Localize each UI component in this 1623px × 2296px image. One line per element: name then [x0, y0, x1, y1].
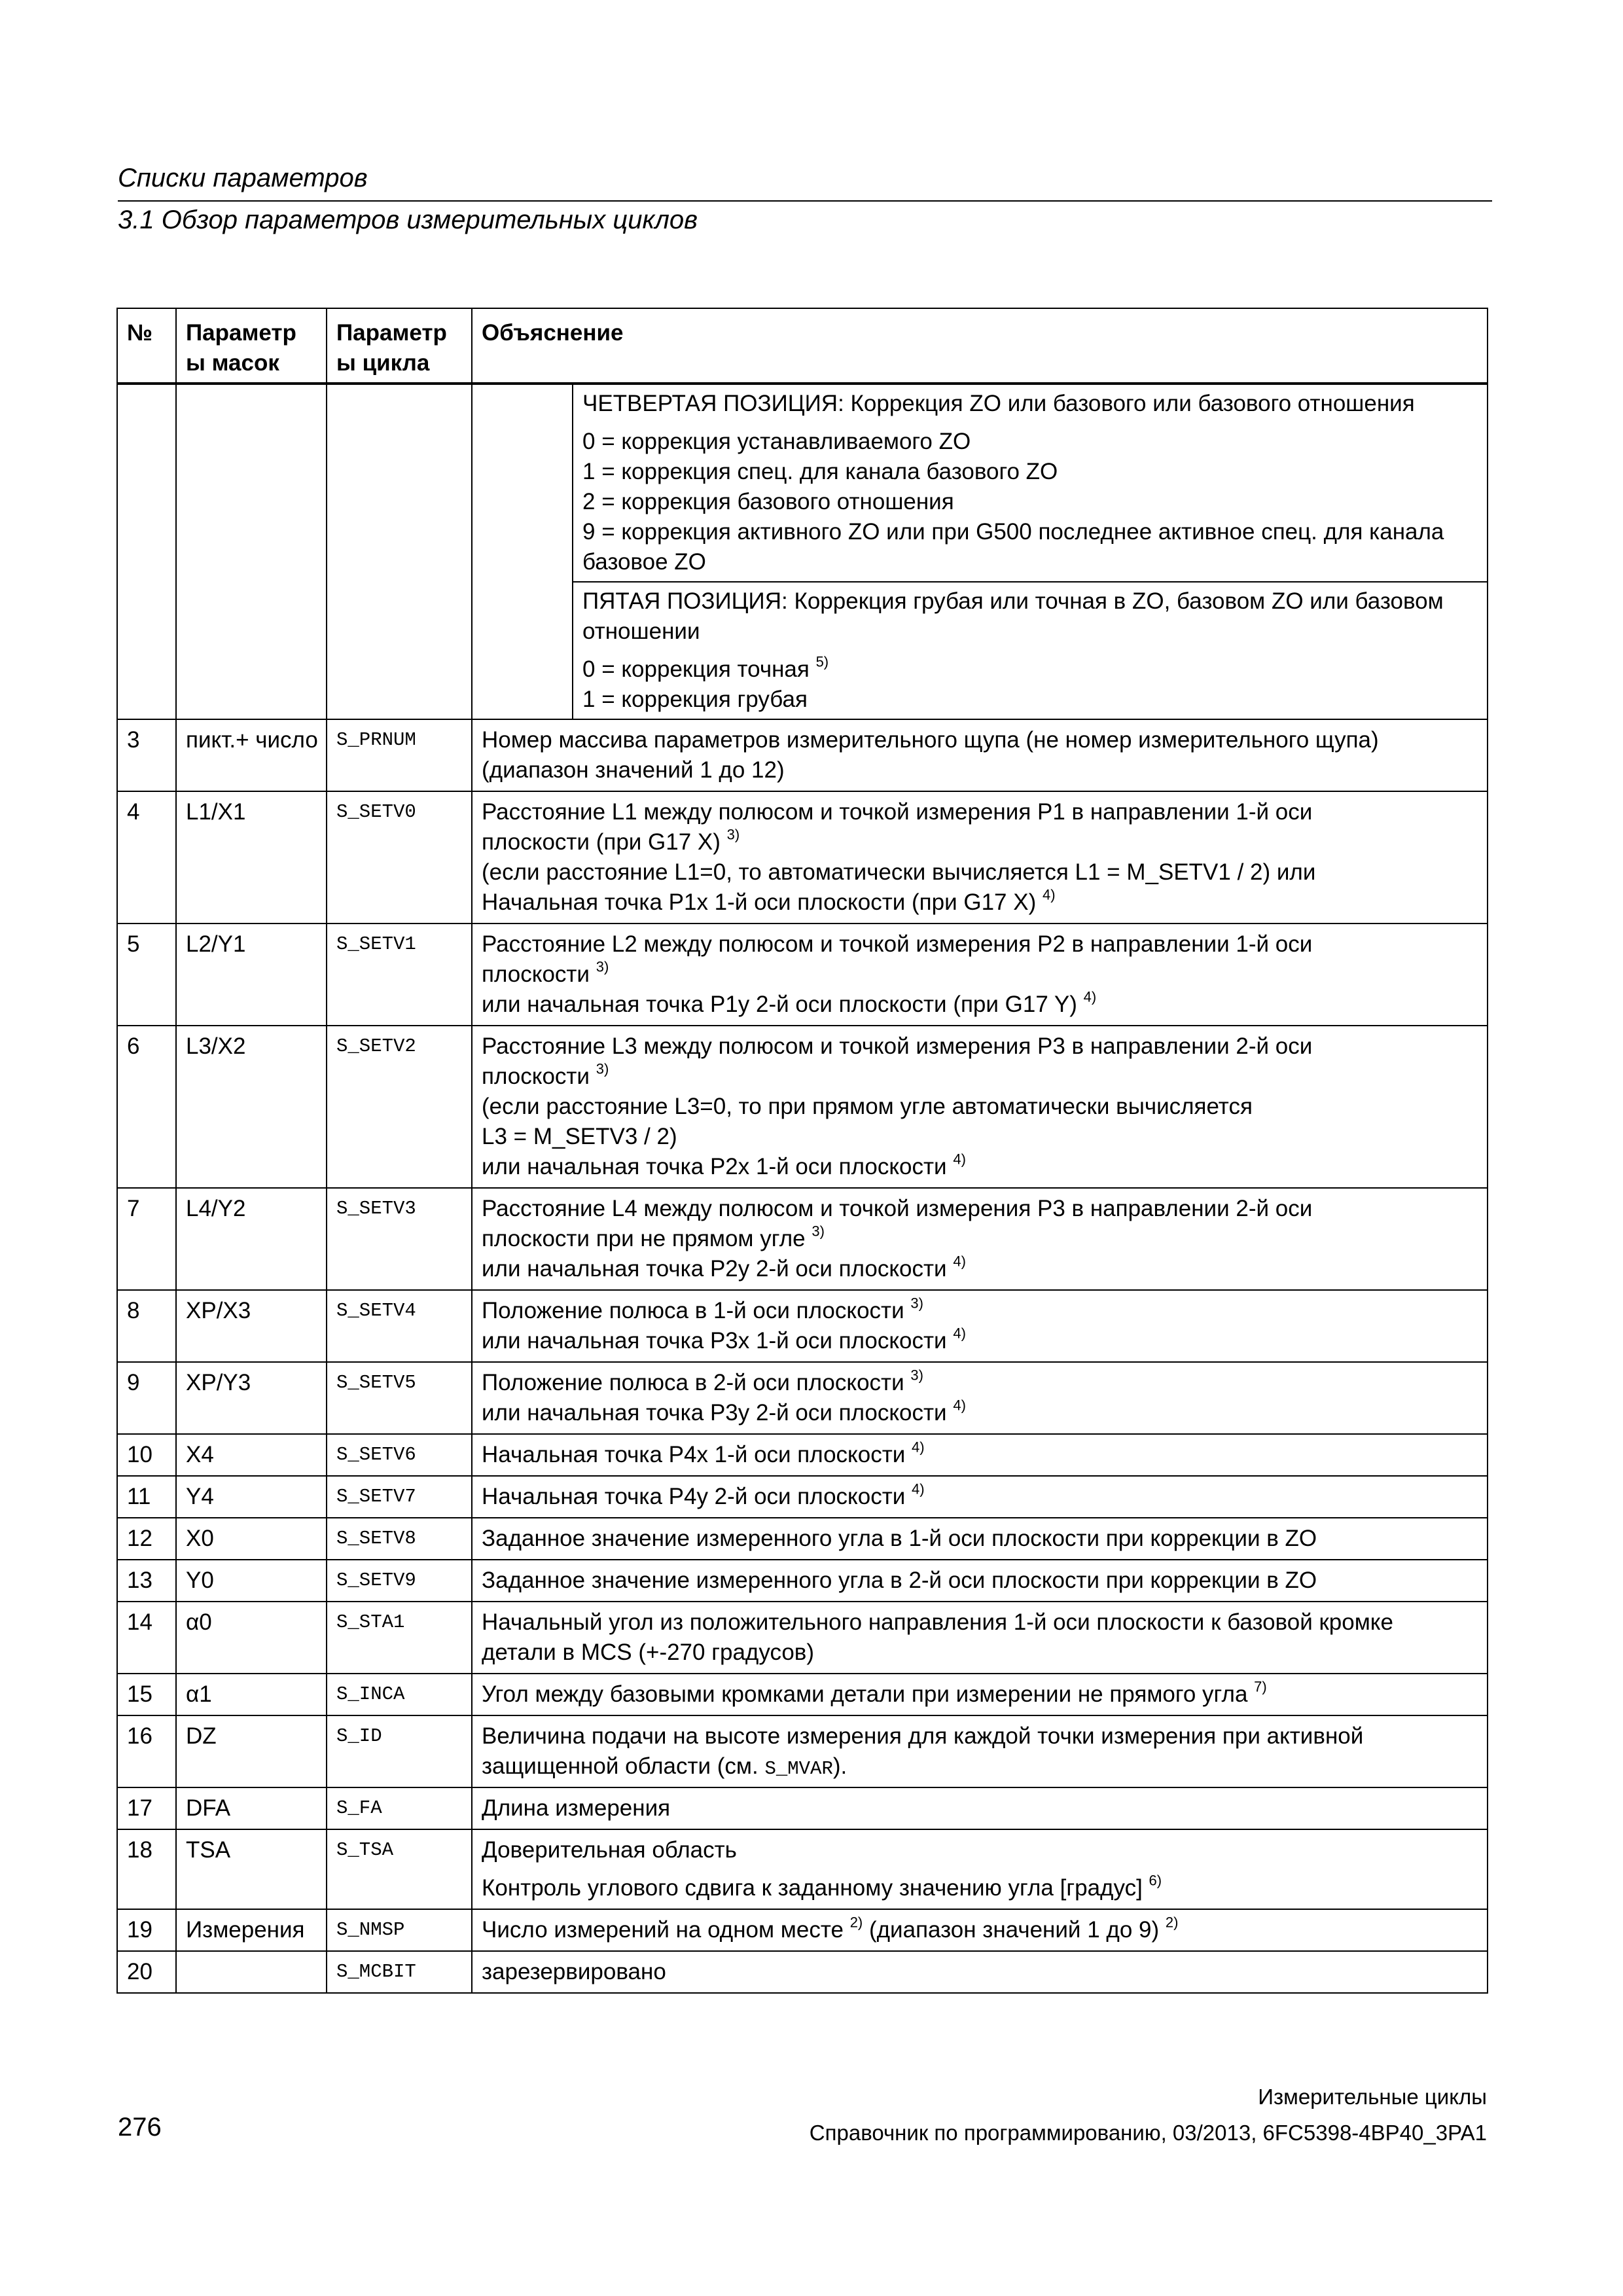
table-row [117, 1476, 1488, 1518]
explanation-line: зарезервировано [482, 1959, 666, 1984]
explanation-line: Число измерений на одном месте $^{2)}$ (диапазон значений 1 до 9) $^{2)}$ [482, 1914, 1179, 1943]
cell-mask: α0 [176, 1602, 327, 1674]
table-row [117, 1434, 1488, 1476]
cell-no: 11 [117, 1476, 176, 1518]
footnote-ref: 4) [953, 1397, 966, 1414]
table-header-row [117, 308, 1488, 384]
explanation-line: или начальная точка P2x 1-й оси плоскости $^{4)}$ [482, 1151, 966, 1179]
footnote-ref: 2) [849, 1914, 863, 1931]
cell-explanation [472, 1951, 1488, 1993]
cell-explanation [472, 1434, 1488, 1476]
footnote-ref: 4) [1042, 886, 1056, 903]
cell-mask: DZ [176, 1715, 327, 1787]
explanation-line: Заданное значение измеренного угла в 1-й оси плоскости при коррекции в ZO [482, 1526, 1317, 1551]
cell-explanation [472, 1787, 1488, 1829]
cell-mask [176, 1951, 327, 1993]
cell-explanation [472, 1518, 1488, 1560]
cell-explanation [472, 1476, 1488, 1518]
cell-no: 10 [117, 1434, 176, 1476]
cell-cycle [327, 1290, 472, 1362]
explanation-line: Положение полюса в 2-й оси плоскости $^{3)}$ [482, 1367, 923, 1395]
cell-mask [176, 384, 327, 719]
footer-reference: Справочник по программированию, 03/2013, 6FC5398-4BP40_3PA1 [809, 2121, 1487, 2145]
cycle-param-code: S_SETV1 [336, 933, 416, 955]
cell-explanation [472, 719, 1488, 791]
cell-no: 4 [117, 791, 176, 924]
table-row [117, 1518, 1488, 1560]
cell-no [117, 384, 176, 719]
explanation-line: Положение полюса в 1-й оси плоскости $^{3)}$ [482, 1295, 923, 1323]
cycle-param-code: S_SETV4 [336, 1300, 416, 1321]
table-row [117, 1951, 1488, 1993]
table-row [117, 719, 1488, 791]
cell-mask: L1/X1 [176, 791, 327, 924]
explanation-line: Доверительная область [482, 1837, 737, 1863]
footnote-ref: 3) [812, 1223, 825, 1240]
cycle-param-code: S_PRNUM [336, 729, 416, 751]
cell-cycle [327, 1026, 472, 1188]
cell-no: 6 [117, 1026, 176, 1188]
footer-manual-title: Измерительные циклы [1258, 2085, 1487, 2109]
cell-mask: Измерения [176, 1909, 327, 1951]
cell-mask: α1 [176, 1674, 327, 1715]
explanation-line: (если расстояние L1=0, то автоматически вычисляется L1 = M_SETV1 / 2) или [482, 859, 1316, 885]
cycle-param-code: S_SETV0 [336, 801, 416, 823]
table-row-continuation [117, 384, 1488, 719]
footnote-ref: 4) [912, 1480, 925, 1498]
cell-no: 19 [117, 1909, 176, 1951]
cycle-param-code: S_STA1 [336, 1611, 405, 1633]
cycle-param-code: S_SETV7 [336, 1486, 416, 1507]
table-row [117, 1909, 1488, 1951]
parameter-table [116, 308, 1488, 1994]
table-row [117, 791, 1488, 924]
fifth-option-0: 0 = коррекция точная $^{5)}$ [582, 653, 829, 682]
cell-mask: DFA [176, 1787, 327, 1829]
footnote-ref: 4) [953, 1151, 966, 1168]
cell-no: 16 [117, 1715, 176, 1787]
footnote-ref: 3) [910, 1295, 923, 1312]
col-header-explanation: Объяснение [472, 308, 1488, 384]
fourth-option-2: 2 = коррекция базового отношения [582, 489, 954, 514]
fourth-option-1: 1 = коррекция спец. для канала базового ZO [582, 459, 1058, 484]
cell-cycle [327, 1951, 472, 1993]
cell-no: 13 [117, 1560, 176, 1602]
cell-mask: X4 [176, 1434, 327, 1476]
cell-cycle [327, 1476, 472, 1518]
sub-row-fifth [473, 582, 1487, 719]
cell-explanation [472, 924, 1488, 1026]
header-rule [118, 200, 1492, 202]
cell-explanation [472, 1674, 1488, 1715]
cycle-param-code: S_FA [336, 1797, 382, 1819]
explanation-line: или начальная точка P3x 1-й оси плоскости $^{4)}$ [482, 1325, 966, 1354]
explanation-line: Расстояние L1 между полюсом и точкой измерения P1 в направлении 1-й оси [482, 799, 1313, 825]
explanation-line: Начальная точка P4x 1-й оси плоскости $^{4)}$ [482, 1439, 925, 1467]
explanation-line: плоскости (при G17 X) $^{3)}$ [482, 826, 740, 855]
cycle-param-code: S_SETV6 [336, 1444, 416, 1465]
sub-table [473, 385, 1487, 719]
explanation-line: плоскости $^{3)}$ [482, 1060, 609, 1089]
cell-no: 20 [117, 1951, 176, 1993]
table-row [117, 1787, 1488, 1829]
cell-mask: XP/X3 [176, 1290, 327, 1362]
cell-explanation [472, 384, 1488, 719]
col-header-cycle-params: Параметр ы цикла [327, 308, 472, 384]
cell-mask: L2/Y1 [176, 924, 327, 1026]
cell-no: 8 [117, 1290, 176, 1362]
cell-explanation [472, 1715, 1488, 1787]
footnote-ref: 5) [815, 653, 829, 670]
cell-explanation [472, 1290, 1488, 1362]
cell-explanation [472, 1602, 1488, 1674]
explanation-line: Начальная точка P4y 2-й оси плоскости $^{4)}$ [482, 1480, 925, 1509]
footnote-ref: 7) [1254, 1678, 1267, 1695]
cell-explanation [472, 1026, 1488, 1188]
fifth-option-1: 1 = коррекция грубая [582, 687, 808, 712]
table-row [117, 1362, 1488, 1434]
cell-mask: X0 [176, 1518, 327, 1560]
footnote-ref: 2) [1165, 1914, 1179, 1931]
cell-cycle [327, 1787, 472, 1829]
cycle-param-code: S_SETV2 [336, 1035, 416, 1057]
cycle-param-code: S_ID [336, 1725, 382, 1747]
footnote-ref: 3) [726, 826, 740, 843]
cell-cycle [327, 1674, 472, 1715]
running-header-section: 3.1 Обзор параметров измерительных циклов [118, 206, 698, 234]
sub-cell-fourth [573, 385, 1487, 582]
explanation-line: Контроль углового сдвига к заданному значению угла [градус] $^{6)}$ [482, 1872, 1162, 1901]
fourth-option-9: 9 = коррекция активного ZO или при G500 последнее активное спец. для канала базовое ZO [582, 519, 1444, 575]
inline-code: S_MVAR [764, 1758, 833, 1780]
cell-mask: пикт.+ число [176, 719, 327, 791]
sub-cell-blank [473, 385, 573, 582]
footnote-ref: 6) [1149, 1872, 1162, 1889]
fourth-option-0: 0 = коррекция устанавливаемого ZO [582, 429, 971, 454]
cell-no: 12 [117, 1518, 176, 1560]
explanation-line: детали в MCS (+-270 градусов) [482, 1640, 815, 1665]
cell-mask: L4/Y2 [176, 1188, 327, 1290]
footnote-ref: 3) [596, 958, 609, 975]
fifth-title: ПЯТАЯ ПОЗИЦИЯ: Коррекция грубая или точная в ZO, базовом ZO или базовом отношении [582, 588, 1444, 644]
explanation-line: плоскости $^{3)}$ [482, 958, 609, 987]
cell-cycle [327, 791, 472, 924]
cell-cycle [327, 719, 472, 791]
sub-cell-fifth [573, 582, 1487, 719]
cell-no: 14 [117, 1602, 176, 1674]
explanation-line: Величина подачи на высоте измерения для каждой точки измерения при активной [482, 1723, 1364, 1749]
footnote-ref: 3) [910, 1367, 923, 1384]
cell-cycle [327, 924, 472, 1026]
explanation-line: Начальный угол из положительного направления 1-й оси плоскости к базовой кромке [482, 1609, 1393, 1635]
footnote-ref: 4) [953, 1253, 966, 1270]
cell-mask: XP/Y3 [176, 1362, 327, 1434]
cycle-param-code: S_NMSP [336, 1919, 405, 1941]
cell-mask: Y0 [176, 1560, 327, 1602]
cell-cycle [327, 1362, 472, 1434]
cell-cycle [327, 1560, 472, 1602]
table-row [117, 1290, 1488, 1362]
explanation-line: Расстояние L2 между полюсом и точкой измерения P2 в направлении 1-й оси [482, 931, 1313, 957]
cell-cycle [327, 384, 472, 719]
cell-no: 18 [117, 1829, 176, 1909]
cell-cycle [327, 1518, 472, 1560]
cell-explanation [472, 1909, 1488, 1951]
cell-cycle [327, 1715, 472, 1787]
table-row [117, 924, 1488, 1026]
table-row [117, 1560, 1488, 1602]
cell-cycle [327, 1188, 472, 1290]
explanation-line: (если расстояние L3=0, то при прямом угле автоматически вычисляется [482, 1094, 1253, 1119]
cycle-param-code: S_SETV8 [336, 1528, 416, 1549]
table-row [117, 1674, 1488, 1715]
explanation-line: или начальная точка P2y 2-й оси плоскости $^{4)}$ [482, 1253, 966, 1282]
explanation-line: защищенной области (см. S_MVAR). [482, 1753, 847, 1780]
cell-mask: Y4 [176, 1476, 327, 1518]
running-header-chapter: Списки параметров [118, 164, 368, 192]
table-row [117, 1188, 1488, 1290]
explanation-line: Расстояние L4 между полюсом и точкой измерения P3 в направлении 2-й оси [482, 1196, 1313, 1221]
cycle-param-code: S_INCA [336, 1683, 405, 1705]
fourth-title: ЧЕТВЕРТАЯ ПОЗИЦИЯ: Коррекция ZO или базового или базового отношения [582, 391, 1415, 416]
explanation-line: Заданное значение измеренного угла в 2-й оси плоскости при коррекции в ZO [482, 1568, 1317, 1593]
cycle-param-code: S_MCBIT [336, 1961, 416, 1982]
cell-no: 5 [117, 924, 176, 1026]
footnote-ref: 4) [953, 1325, 966, 1342]
cell-cycle [327, 1434, 472, 1476]
cell-no: 15 [117, 1674, 176, 1715]
explanation-line: (диапазон значений 1 до 12) [482, 757, 785, 783]
sub-cell-blank [473, 582, 573, 719]
col-header-mask-params: Параметр ы масок [176, 308, 327, 384]
explanation-line: Расстояние L3 между полюсом и точкой измерения P3 в направлении 2-й оси [482, 1033, 1313, 1059]
table-row [117, 1715, 1488, 1787]
cell-mask: L3/X2 [176, 1026, 327, 1188]
footnote-ref: 4) [912, 1439, 925, 1456]
cell-no: 9 [117, 1362, 176, 1434]
sub-row-fourth [473, 385, 1487, 582]
cell-explanation [472, 1829, 1488, 1909]
cell-no: 3 [117, 719, 176, 791]
explanation-line: Угол между базовыми кромками детали при измерении не прямого угла $^{7)}$ [482, 1678, 1267, 1707]
explanation-line: Длина измерения [482, 1795, 671, 1821]
cell-explanation [472, 1188, 1488, 1290]
cell-no: 7 [117, 1188, 176, 1290]
cell-cycle [327, 1909, 472, 1951]
cycle-param-code: S_SETV9 [336, 1570, 416, 1591]
table-row [117, 1026, 1488, 1188]
cell-explanation [472, 791, 1488, 924]
footnote-ref: 4) [1083, 988, 1097, 1005]
cell-mask: TSA [176, 1829, 327, 1909]
cell-cycle [327, 1602, 472, 1674]
explanation-line: L3 = M_SETV3 / 2) [482, 1124, 677, 1149]
cycle-param-code: S_SETV3 [336, 1198, 416, 1219]
explanation-line: или начальная точка P3y 2-й оси плоскости $^{4)}$ [482, 1397, 966, 1426]
explanation-line: Начальная точка P1x 1-й оси плоскости (при G17 X) $^{4)}$ [482, 886, 1056, 915]
footnote-ref: 3) [596, 1060, 609, 1077]
table-row [117, 1829, 1488, 1909]
explanation-line: или начальная точка P1y 2-й оси плоскости (при G17 Y) $^{4)}$ [482, 988, 1097, 1017]
cell-no: 17 [117, 1787, 176, 1829]
explanation-line: плоскости при не прямом угле $^{3)}$ [482, 1223, 825, 1251]
table-row [117, 1602, 1488, 1674]
cell-cycle [327, 1829, 472, 1909]
cycle-param-code: S_TSA [336, 1839, 394, 1861]
page-number: 276 [118, 2113, 162, 2142]
cycle-param-code: S_SETV5 [336, 1372, 416, 1393]
cell-explanation [472, 1362, 1488, 1434]
explanation-line: Номер массива параметров измерительного щупа (не номер измерительного щупа) [482, 727, 1379, 753]
cell-explanation [472, 1560, 1488, 1602]
col-header-no: № [117, 308, 176, 384]
